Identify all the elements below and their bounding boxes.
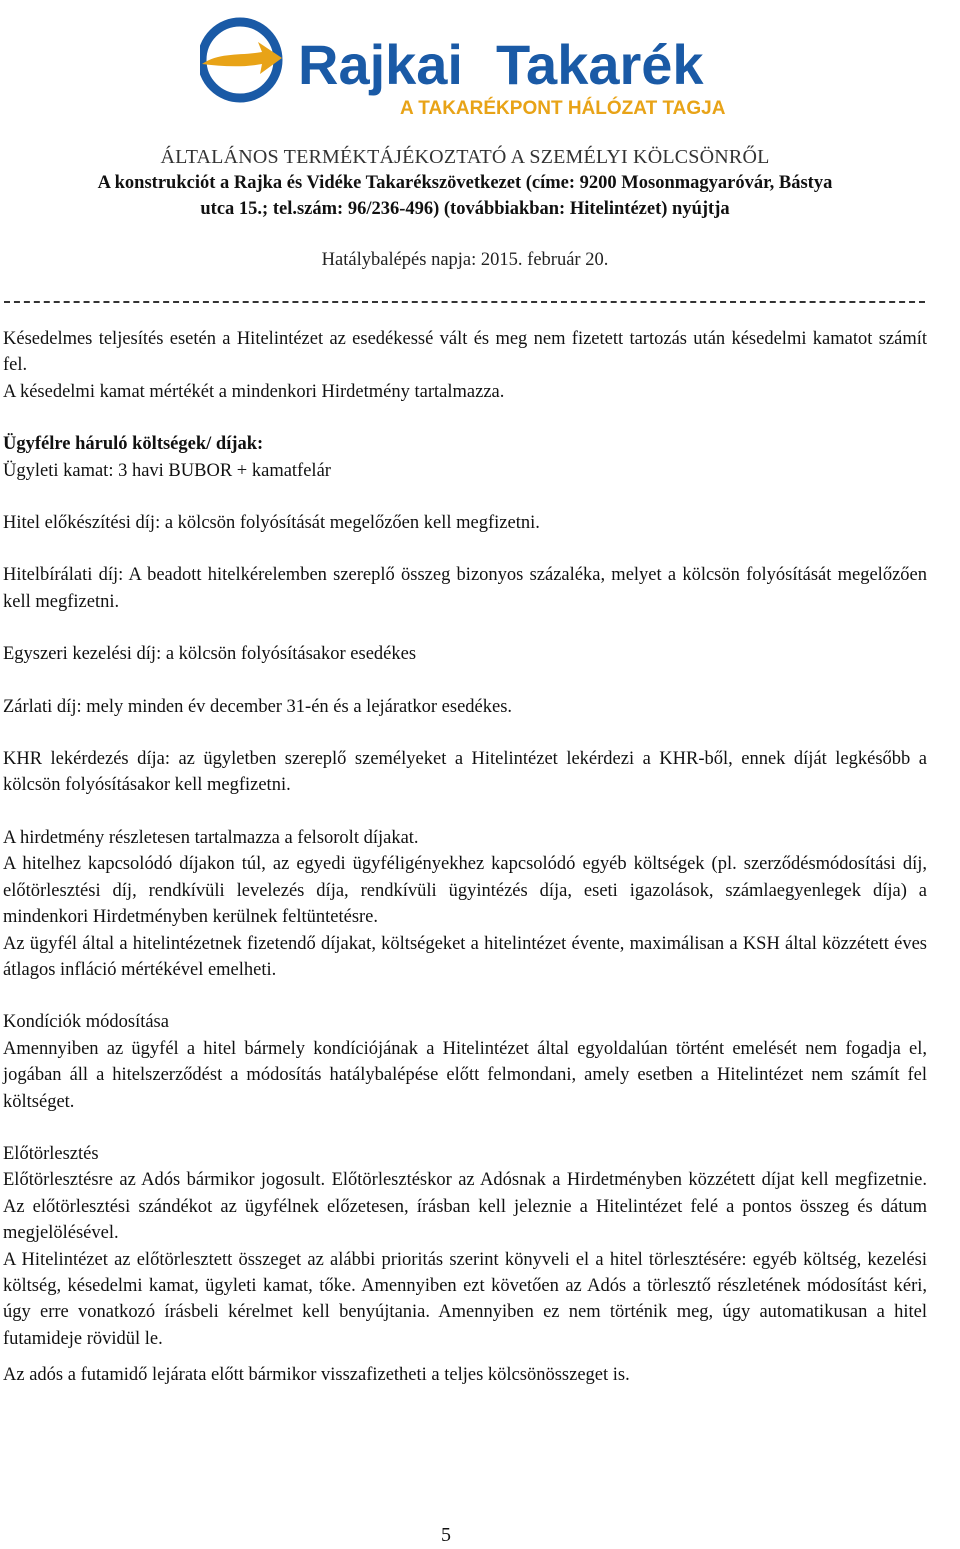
prepayment-paragraph-2: A Hitelintézet az előtörlesztett összeget az alábbi prioritás szerint könyveli el a hitel törlesztésére: egyéb költség, kezelési költség, késedelmi kamat, ügyleti kamat, tőke. Amennyiben ezt követően az Adós a törlesztő részletének módosítást kéri, úgy erre vonatkozó írásbeli kérelmet kell benyújtania. Amennyiben ez nem történik meg, úgy automatikusan a hitel futamideje rövidül le. bbox=[3, 1249, 927, 1349]
late-interest-paragraph: A késedelmi kamat mértékét a mindenkori Hirdetmény tartalmazza. bbox=[3, 381, 505, 402]
late-payment-paragraph: Késedelmes teljesítés esetén a Hitelintézet az esedékessé vált és meg nem fizetett tartozás után késedelmi kamatot számít fel. bbox=[3, 329, 927, 376]
khr-fee-paragraph: KHR lekérdezés díja: az ügyletben szereplő személyeket a Hitelintézet lekérdezi a KHR-ből, ennek díját legkésőbb a kölcsön folyósításakor kell megfizetni. bbox=[3, 749, 927, 796]
other-costs-paragraph: A hitelhez kapcsolódó díjakon túl, az egyedi ügyféligényekhez kapcsolódó egyéb költségek (pl. szerződésmódosítási díj, előtörlesztési díj, rendkívüli levelezés díja, rendkívüli ügyintézés díja, eseti igazolások, számlaegyenlegek díja) a mindenkori Hirdetményben kerülnek feltüntetésre. bbox=[3, 854, 927, 928]
dashed-divider bbox=[4, 301, 925, 303]
handling-fee-line: Egyszeri kezelési díj: a kölcsön folyósításakor esedékes bbox=[3, 644, 417, 665]
provider-line-2: utca 15.; tel.szám: 96/236-496) (továbbiakban: Hitelintézet) nyújtja bbox=[200, 199, 730, 219]
document-body bbox=[3, 326, 927, 1389]
prepayment-heading: Előtörlesztés bbox=[3, 1143, 99, 1164]
announcement-line: A hirdetmény részletesen tartalmazza a felsorolt díjakat. bbox=[3, 827, 419, 848]
assessment-fee-paragraph: Hitelbírálati díj: A beadott hitelkérelemben szereplő összeg bizonyos százaléka, melyet a kölcsön folyósítását megelőzően kell megfizetni. bbox=[3, 565, 927, 612]
interest-line: Ügyleti kamat: 3 havi BUBOR + kamatfelár bbox=[3, 460, 331, 481]
effective-date: Hatálybalépés napja: 2015. február 20. bbox=[321, 250, 609, 270]
logo-brand-part2: Takarék bbox=[496, 33, 704, 96]
prepayment-paragraph-3: Az adós a futamidő lejárata előtt bármikor visszafizetheti a teljes kölcsönösszeget is. bbox=[3, 1365, 630, 1386]
logo-brand-part1: Rajkai bbox=[298, 33, 463, 96]
conditions-heading: Kondíciók módosítása bbox=[3, 1012, 169, 1033]
prep-fee-line: Hitel előkészítési díj: a kölcsön folyósítását megelőzően kell megfizetni. bbox=[3, 513, 540, 534]
prepayment-paragraph-1: Előtörlesztésre az Adós bármikor jogosult. Előtörlesztéskor az Adósnak a Hirdetményben közzétett díjat kell megfizetnie. Az előtörlesztési szándékot az ügyfélnek előzetesen, írásban kell jeleznie a Hitelintézet felé a pontos összeg és dátum megjelölésével. bbox=[3, 1170, 927, 1244]
conditions-paragraph: Amennyiben az ügyfél a hitel bármely kondíciójának a Hitelintézet által egyoldalúan történt emelését nem fogadja el, jogában áll a hitelszerződést a módosítás hatálybalépése előtt felmondani, amely esetben a Hitelintézet nem számít fel költséget. bbox=[3, 1038, 927, 1112]
logo-arrow-icon bbox=[202, 42, 282, 74]
document-title: ÁLTALÁNOS TERMÉKTÁJÉKOZTATÓ A SZEMÉLYI KÖLCSÖNRŐL bbox=[160, 146, 770, 168]
inflation-paragraph: Az ügyfél által a hitelintézetnek fizetendő díjakat, költségeket a hitelintézet évente, maximálisan a KSH által közzétett éves átlagos infláció mértékével emelheti. bbox=[3, 933, 927, 980]
logo-graphic bbox=[200, 12, 740, 124]
costs-heading: Ügyfélre háruló költségek/ díjak: bbox=[3, 434, 264, 455]
provider-line-1: A konstrukciót a Rajka és Vidéke Takarékszövetkezet (címe: 9200 Mosonmagyaróvár, Bástya bbox=[97, 173, 833, 193]
logo-tagline: A TAKARÉKPONT HÁLÓZAT TAGJA bbox=[400, 98, 726, 119]
closing-fee-line: Zárlati díj: mely minden év december 31-én és a lejáratkor esedékes. bbox=[3, 696, 513, 717]
page-number: 5 bbox=[441, 1524, 451, 1546]
brand-logo bbox=[200, 12, 740, 124]
document-header bbox=[0, 144, 930, 222]
